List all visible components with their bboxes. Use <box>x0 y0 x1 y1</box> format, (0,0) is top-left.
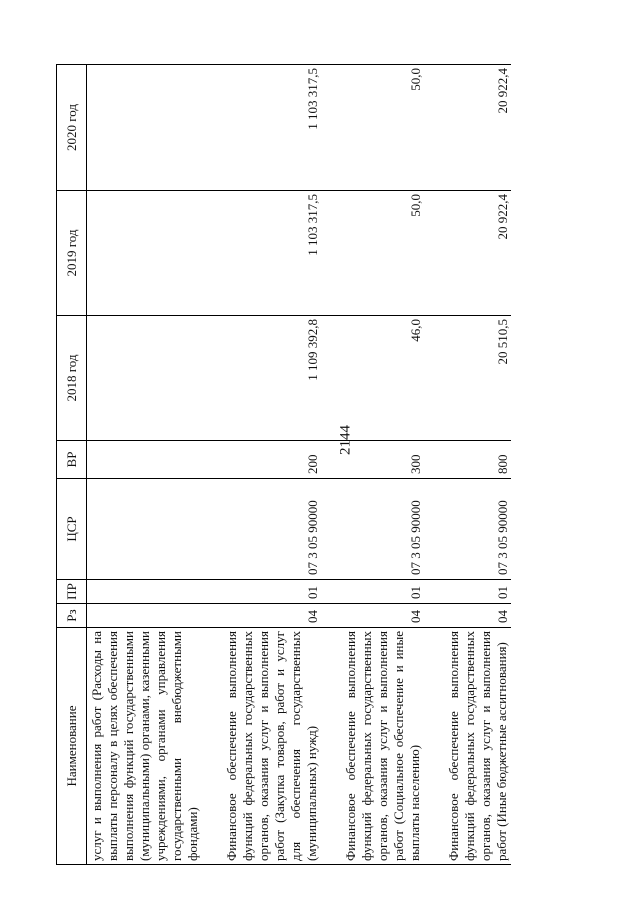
row-vr: 200 <box>202 441 321 479</box>
row-rz <box>87 604 203 628</box>
row-rz: 04 <box>202 604 321 628</box>
row-2019: 1 103 317,5 <box>202 191 321 316</box>
header-pr: ПР <box>57 580 87 604</box>
header-2018: 2018 год <box>57 316 87 441</box>
table-row <box>87 65 203 865</box>
row-csr: 07 3 05 90000 <box>321 479 424 580</box>
table-row <box>321 65 424 865</box>
row-2018: 46,0 <box>321 316 424 441</box>
row-pr <box>87 580 203 604</box>
page-number: 2144 <box>337 425 354 455</box>
row-csr <box>87 479 203 580</box>
row-2019: 20 922,4 <box>424 191 511 316</box>
row-pr: 01 <box>321 580 424 604</box>
row-vr <box>87 441 203 479</box>
row-rz: 04 <box>321 604 424 628</box>
table-row <box>202 65 321 865</box>
row-name: Финансовое обеспечение выполнения функций федеральных государственных органов, оказания услуг и выполнения работ (Иные бюджетные ассигнования) <box>424 628 511 865</box>
row-2020: 20 922,4 <box>424 65 511 191</box>
row-name: Финансовое обеспечение выполнения функций федеральных государственных органов, оказания услуг и выполнения работ (Социальное обеспечение и иные выплаты населению) <box>321 628 424 865</box>
header-2019: 2019 год <box>57 191 87 316</box>
table-row <box>424 65 511 865</box>
budget-table <box>56 64 511 865</box>
header-name: Наименование <box>57 628 87 865</box>
row-2019: 50,0 <box>321 191 424 316</box>
header-2020: 2020 год <box>57 65 87 191</box>
row-2018: 20 510,5 <box>424 316 511 441</box>
row-name: Финансовое обеспечение выполнения функций федеральных государственных органов, оказания услуг и выполнения работ (Закупка товаров, работ и услуг для обеспечения государственных (муниципальных) нужд) <box>202 628 321 865</box>
row-2020: 1 103 317,5 <box>202 65 321 191</box>
row-2020: 50,0 <box>321 65 424 191</box>
row-pr: 01 <box>424 580 511 604</box>
header-vr: ВР <box>57 441 87 479</box>
row-2018: 1 109 392,8 <box>202 316 321 441</box>
row-vr: 800 <box>424 441 511 479</box>
row-2020 <box>87 65 203 191</box>
header-csr: ЦСР <box>57 479 87 580</box>
row-vr: 300 <box>321 441 424 479</box>
row-pr: 01 <box>202 580 321 604</box>
header-rz: Рз <box>57 604 87 628</box>
row-name: услуг и выполнения работ (Расходы на выплаты персоналу в целях обеспечения выполнения функций государственными (муниципальными) органами, казенными учреждениями, органами управления государственными внебюджетными фондами) <box>87 628 203 865</box>
row-csr: 07 3 05 90000 <box>424 479 511 580</box>
row-rz: 04 <box>424 604 511 628</box>
row-2018 <box>87 316 203 441</box>
table-header-row <box>57 65 87 865</box>
budget-table-container <box>56 65 606 865</box>
row-csr: 07 3 05 90000 <box>202 479 321 580</box>
row-2019 <box>87 191 203 316</box>
